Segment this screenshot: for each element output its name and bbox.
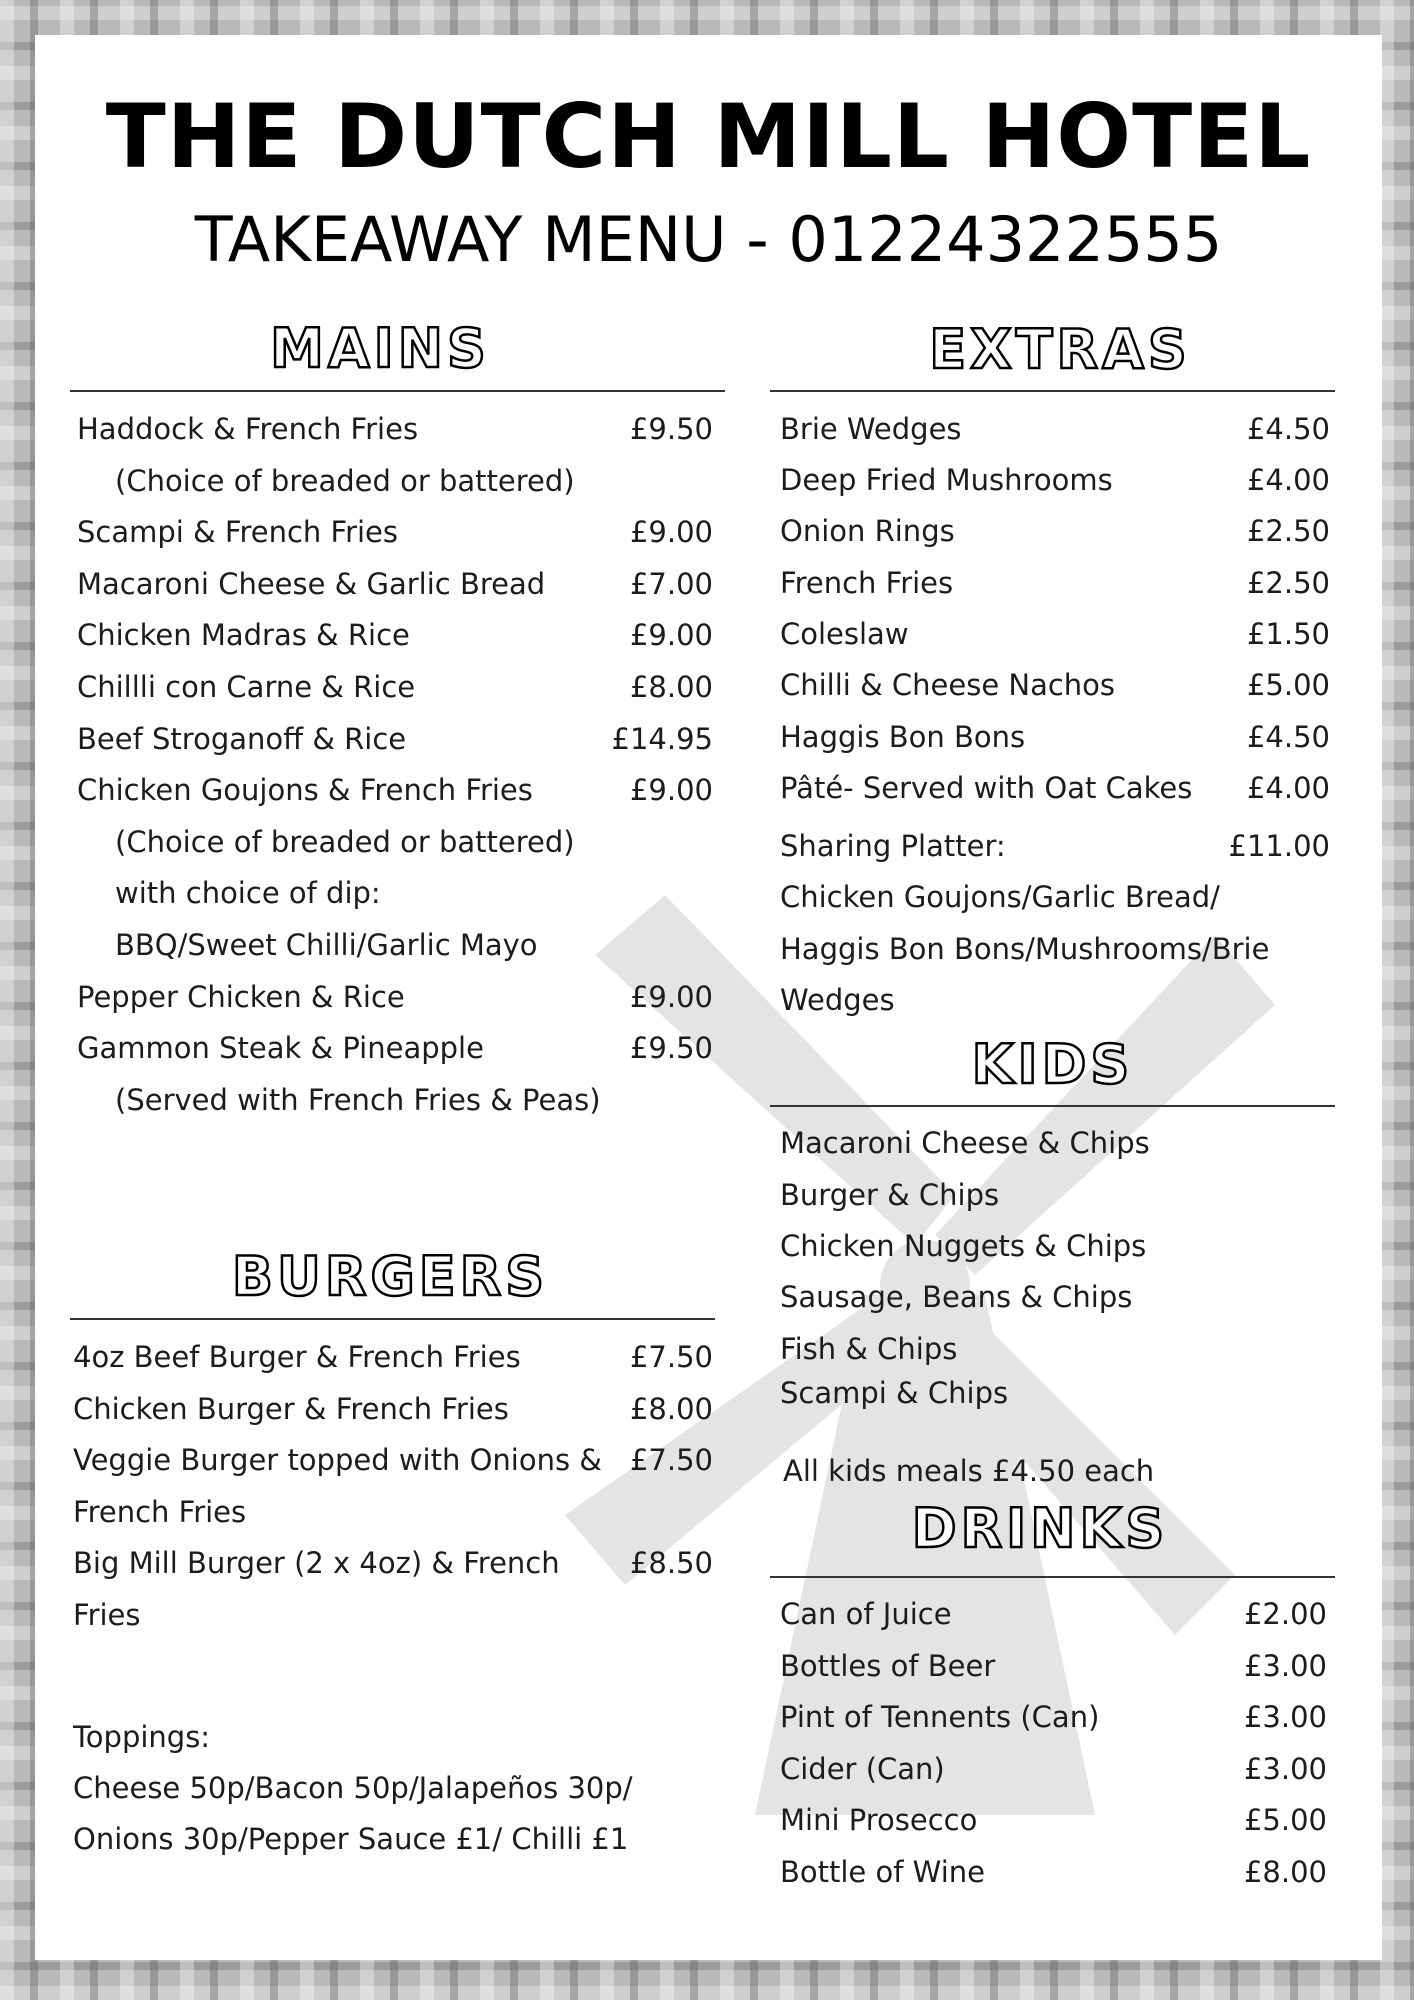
menu-item-name: Sausage, Beans & Chips: [780, 1280, 1133, 1314]
menu-item-name: Veggie Burger topped with Onions &: [73, 1443, 602, 1478]
menu-item-name: Chillli con Carne & Rice: [77, 670, 416, 704]
menu-item-price: £5.00: [1243, 1803, 1327, 1838]
menu-item-name: Chicken Nuggets & Chips: [780, 1229, 1147, 1263]
menu-item-price: £9.50: [629, 1031, 713, 1066]
mains-heading: MAINS: [270, 317, 490, 380]
menu-item-name: Chicken Burger & French Fries: [73, 1391, 509, 1426]
toppings-line-1: Cheese 50p/Bacon 50p/Jalapeños 30p/: [73, 1771, 633, 1805]
menu-item-price: £2.50: [1246, 514, 1330, 548]
drinks-heading: DRINKS: [911, 1497, 1169, 1560]
menu-item-name: Chilli & Cheese Nachos: [780, 668, 1116, 702]
menu-item-name: Haggis Bon Bons: [780, 720, 1026, 754]
kids-heading: KIDS: [971, 1033, 1134, 1096]
menu-item-name: Gammon Steak & Pineapple: [77, 1031, 484, 1066]
menu-item-name: Mini Prosecco: [780, 1803, 978, 1838]
menu-item-price: £3.00: [1243, 1751, 1327, 1786]
menu-item-price: £9.00: [629, 773, 713, 808]
extras-divider: [770, 390, 1335, 392]
menu-item-price: £4.50: [1246, 720, 1330, 754]
menu-item-name: Coleslaw: [780, 617, 909, 651]
menu-item-price: £2.50: [1246, 566, 1330, 600]
menu-item-name: Onion Rings: [780, 514, 955, 548]
menu-item-name: Fries: [73, 1598, 141, 1632]
menu-item-note: (Served with French Fries & Peas): [115, 1082, 601, 1117]
menu-item-name: Pepper Chicken & Rice: [77, 979, 405, 1014]
menu-item-note: (Choice of breaded or battered): [115, 463, 575, 498]
burgers-divider: [70, 1318, 715, 1320]
menu-item-name: Bottles of Beer: [780, 1648, 996, 1683]
menu-item-name: Brie Wedges: [780, 412, 962, 446]
menu-item-name: Beef Stroganoff & Rice: [77, 721, 407, 756]
menu-item-name: Chicken Goujons/Garlic Bread/: [780, 880, 1220, 914]
menu-item-name: Scampi & French Fries: [77, 515, 399, 550]
menu-item-price: £8.00: [629, 1391, 713, 1426]
menu-item-name: Chicken Madras & Rice: [77, 618, 410, 653]
menu-item-price: £4.00: [1246, 463, 1330, 497]
menu-item-price: £9.00: [629, 979, 713, 1014]
menu-item-note: with choice of dip:: [115, 876, 381, 911]
menu-item-name: Big Mill Burger (2 x 4oz) & French: [73, 1546, 560, 1581]
menu-item-note: BBQ/Sweet Chilli/Garlic Mayo: [115, 928, 538, 962]
takeaway-phone-subtitle: TAKEAWAY MENU - 01224322555: [194, 203, 1223, 276]
menu-item-name: Bottle of Wine: [780, 1855, 985, 1889]
menu-item-price: £2.00: [1243, 1597, 1327, 1631]
menu-item-name: 4oz Beef Burger & French Fries: [73, 1340, 521, 1374]
menu-page: [35, 35, 1382, 1960]
menu-item-price: £14.95: [611, 721, 713, 756]
mains-divider: [70, 390, 725, 392]
toppings-label: Toppings:: [73, 1720, 211, 1754]
menu-item-name: Can of Juice: [780, 1597, 952, 1631]
menu-item-price: £8.00: [629, 670, 713, 704]
toppings-line-2: Onions 30p/Pepper Sauce £1/ Chilli £1: [73, 1822, 629, 1856]
menu-item-price: £9.00: [629, 515, 713, 550]
menu-item-name: Sharing Platter:: [780, 829, 1006, 863]
menu-item-name: Wedges: [780, 983, 895, 1017]
burgers-heading: BURGERS: [231, 1245, 549, 1308]
hotel-title: THE DUTCH MILL HOTEL: [105, 85, 1312, 188]
menu-item-name: Fish & Chips: [780, 1332, 958, 1366]
menu-item-name: French Fries: [780, 566, 954, 600]
menu-item-price: £1.50: [1246, 617, 1330, 651]
menu-item-name: Haddock & French Fries: [77, 412, 419, 446]
menu-item-price: £7.50: [629, 1443, 713, 1478]
menu-item-name: Chicken Goujons & French Fries: [77, 773, 533, 808]
menu-item-price: £4.50: [1246, 412, 1330, 446]
menu-item-name: Burger & Chips: [780, 1178, 1000, 1212]
menu-item-price: £3.00: [1243, 1700, 1327, 1735]
menu-item-name: Deep Fried Mushrooms: [780, 463, 1113, 497]
menu-item-price: £8.50: [629, 1546, 713, 1581]
menu-item-name: Scampi & Chips: [780, 1376, 1009, 1410]
menu-item-price: £7.50: [629, 1340, 713, 1374]
menu-item-name: Macaroni Cheese & Garlic Bread: [77, 566, 546, 601]
menu-item-price: £4.00: [1246, 771, 1330, 805]
menu-item-price: £7.00: [629, 566, 713, 601]
menu-item-price: £3.00: [1243, 1648, 1327, 1683]
menu-item-price: £11.00: [1228, 829, 1330, 863]
menu-item-price: £5.00: [1246, 668, 1330, 702]
menu-item-price: £8.00: [1243, 1855, 1327, 1889]
menu-item-name: Pint of Tennents (Can): [780, 1700, 1100, 1735]
kids-price-note: All kids meals £4.50 each: [783, 1454, 1155, 1488]
kids-divider: [770, 1105, 1335, 1107]
drinks-divider: [770, 1576, 1335, 1578]
menu-item-name: Haggis Bon Bons/Mushrooms/Brie: [780, 932, 1270, 966]
menu-item-price: £9.00: [629, 618, 713, 653]
menu-item-name: French Fries: [73, 1494, 247, 1529]
menu-item-name: Pâté- Served with Oat Cakes: [780, 771, 1193, 805]
menu-item-note: (Choice of breaded or battered): [115, 824, 575, 859]
menu-item-price: £9.50: [629, 412, 713, 446]
menu-item-name: Macaroni Cheese & Chips: [780, 1126, 1150, 1160]
extras-heading: EXTRAS: [929, 318, 1191, 381]
menu-item-name: Cider (Can): [780, 1751, 945, 1786]
